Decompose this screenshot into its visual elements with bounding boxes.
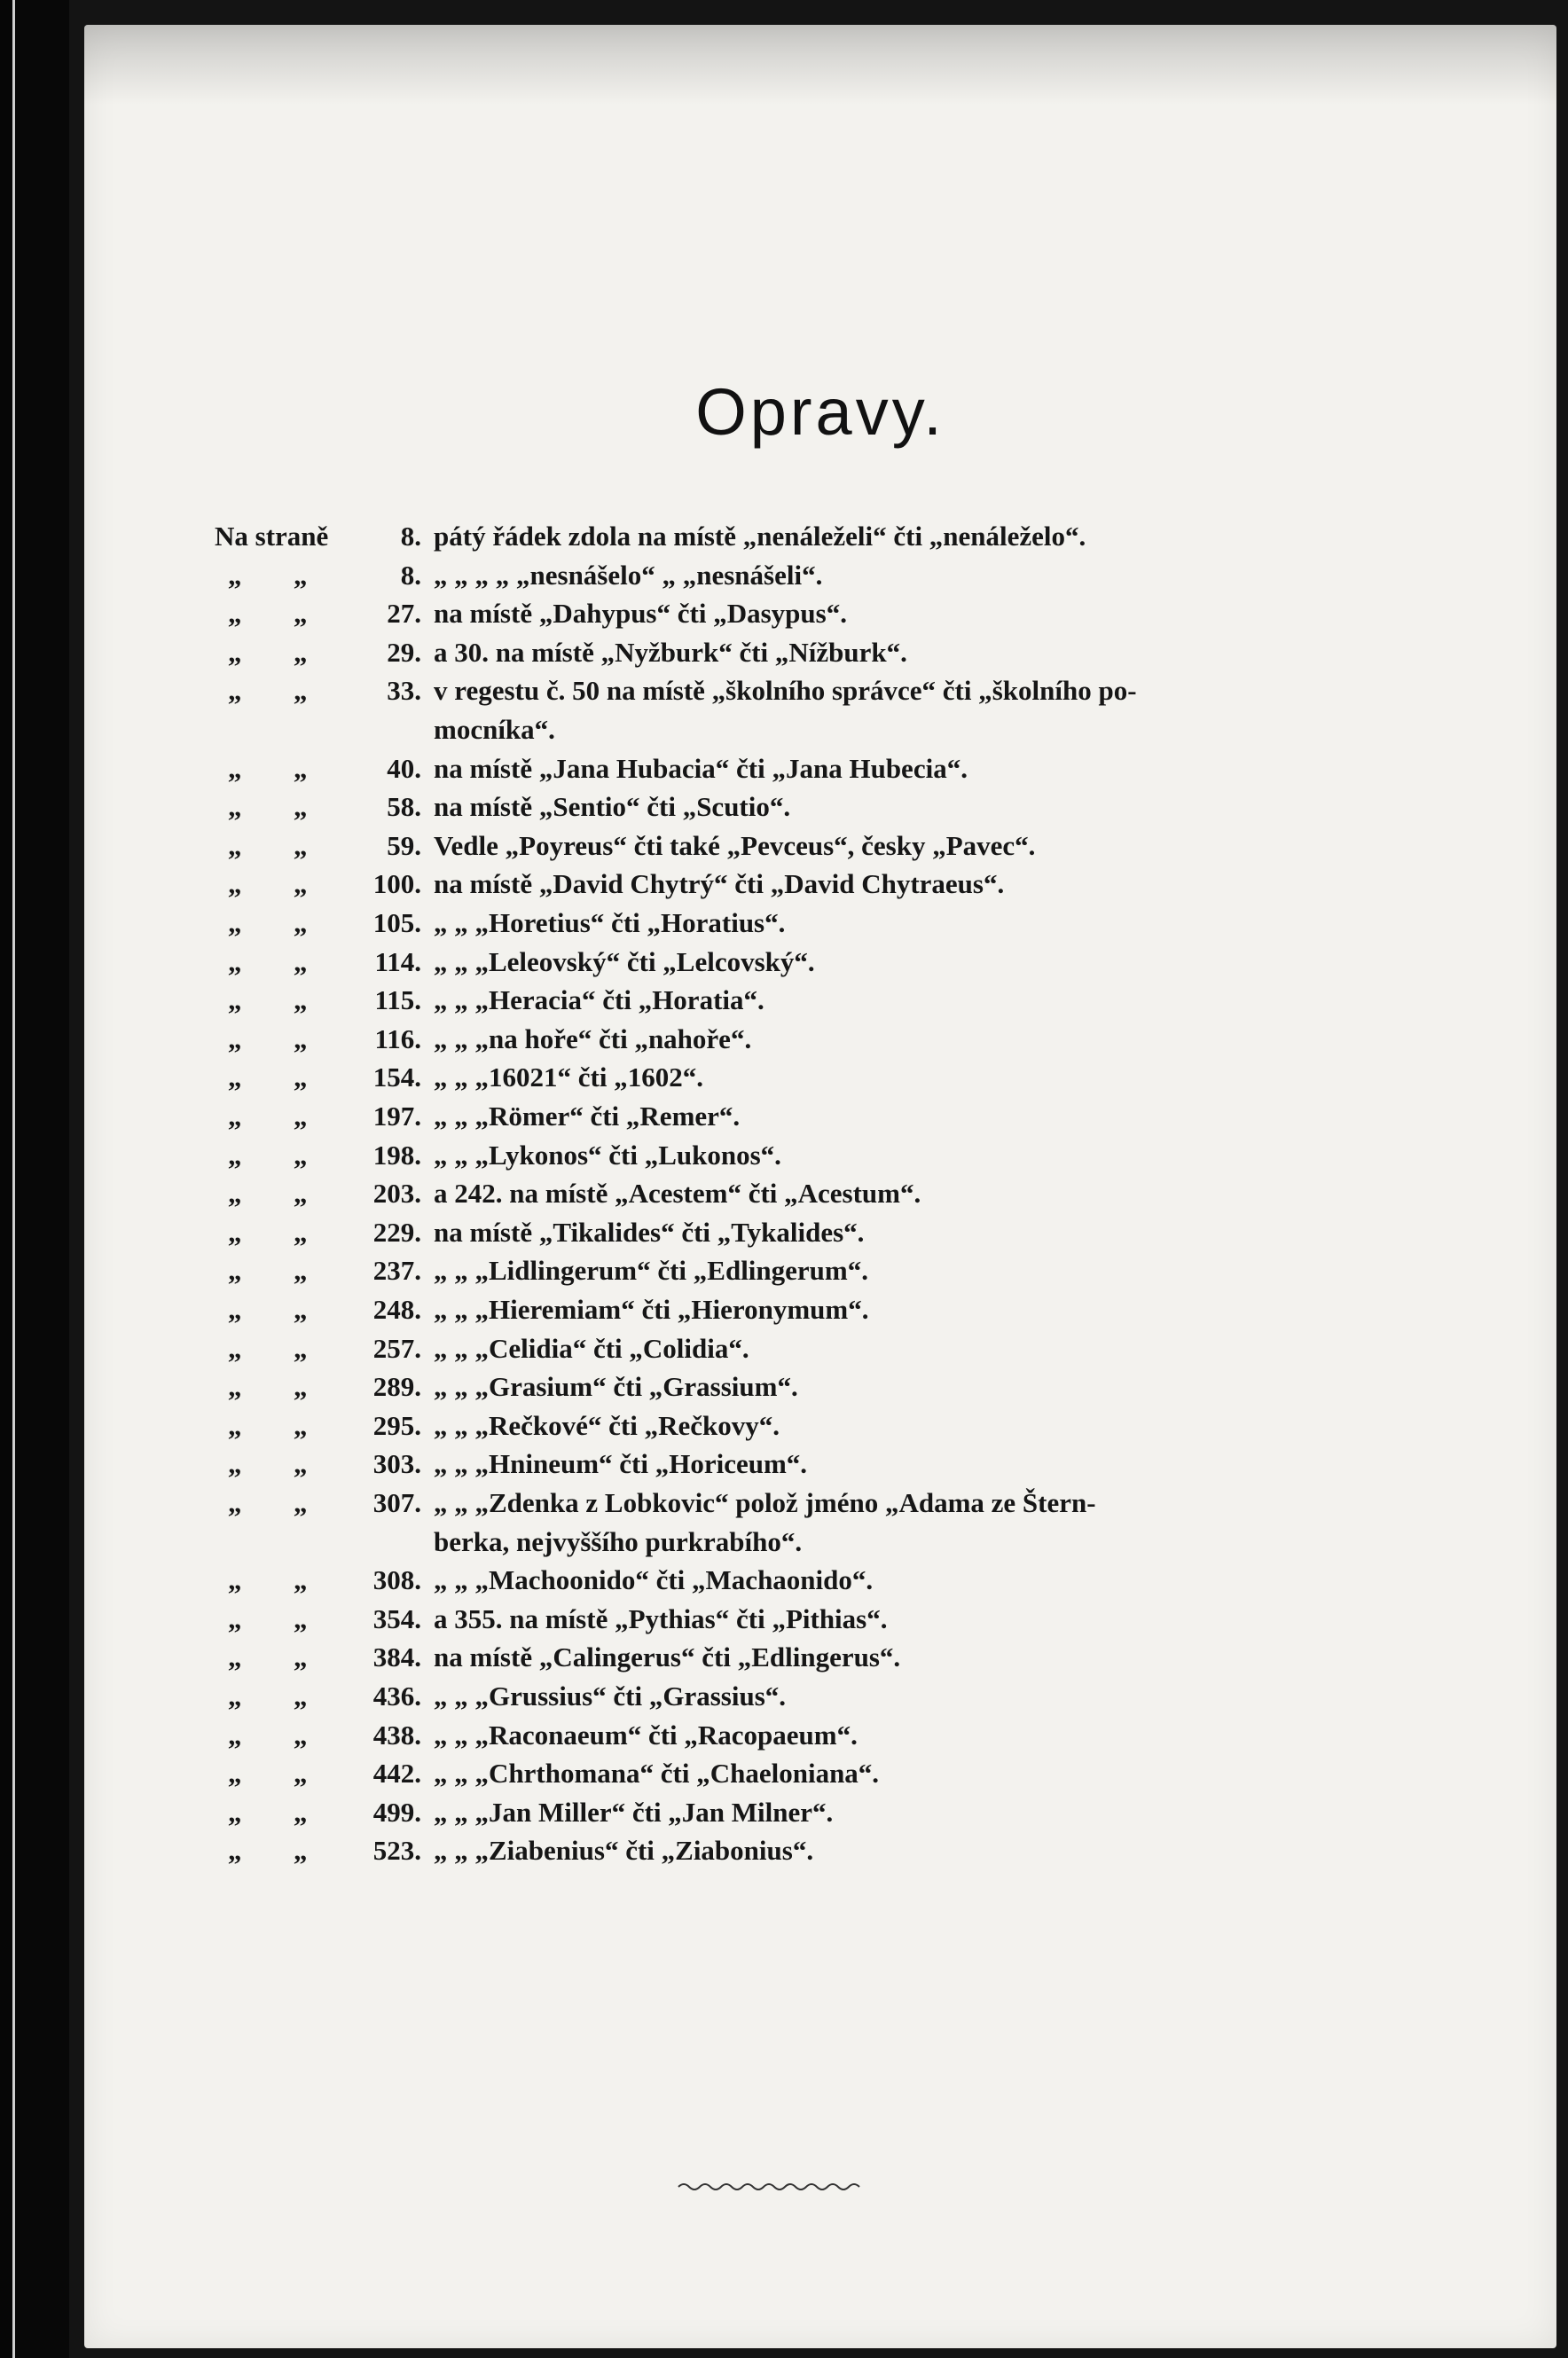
page-number: 289. <box>372 1371 421 1403</box>
ditto-mark: „ <box>294 1255 308 1287</box>
page-number: 436. <box>372 1680 421 1712</box>
correction-text: na místě „Calingerus“ čti „Edlingerus“. <box>434 1641 901 1673</box>
page-number: 27. <box>387 598 421 630</box>
ditto-mark: „ <box>294 1216 308 1248</box>
page-number: 29. <box>387 636 421 668</box>
errata-row <box>84 904 1556 942</box>
correction-text: na místě „David Chytrý“ čti „David Chytraeus“. <box>434 868 1005 900</box>
errata-row <box>84 556 1556 594</box>
correction-text: na místě „Tikalides“ čti „Tykalides“. <box>434 1216 865 1248</box>
ditto-mark: „ <box>228 559 242 591</box>
errata-row <box>84 1367 1556 1406</box>
ditto-mark: „ <box>228 1061 242 1093</box>
page-number: 523. <box>372 1835 421 1867</box>
ditto-mark: „ <box>228 945 242 977</box>
errata-row <box>84 1136 1556 1174</box>
errata-row <box>84 981 1556 1019</box>
ditto-mark: „ <box>294 791 308 823</box>
correction-text: „ „ „16021“ čti „1602“. <box>434 1061 703 1093</box>
ditto-mark: „ <box>294 1680 308 1712</box>
correction-text: a 30. na místě „Nyžburk“ čti „Nížburk“. <box>434 636 907 668</box>
page-number: 354. <box>372 1602 421 1634</box>
page-number: 8. <box>400 521 421 552</box>
errata-row <box>84 865 1556 903</box>
ditto-mark: „ <box>228 1680 242 1712</box>
correction-text: „ „ „Raconaeum“ čti „Racopaeum“. <box>434 1719 858 1751</box>
ditto-mark: „ <box>294 1796 308 1828</box>
page-number: 303. <box>372 1448 421 1480</box>
ditto-mark: „ <box>228 1332 242 1364</box>
page-number: 154. <box>372 1061 421 1093</box>
ditto-mark: „ <box>228 675 242 707</box>
correction-text: a 355. na místě „Pythias“ čti „Pithias“. <box>434 1602 888 1634</box>
ditto-mark: „ <box>294 1022 308 1054</box>
correction-text: na místě „Sentio“ čti „Scutio“. <box>434 791 791 823</box>
ditto-mark: „ <box>294 752 308 784</box>
correction-text: „ „ „Hnineum“ čti „Horiceum“. <box>434 1448 808 1480</box>
correction-text-continued: berka, nejvyššího purkrabího“. <box>434 1525 803 1557</box>
ditto-mark: „ <box>228 984 242 1016</box>
ditto-mark: „ <box>228 1487 242 1518</box>
errata-row <box>84 633 1556 671</box>
ditto-mark: „ <box>294 1602 308 1634</box>
page-number: 229. <box>372 1216 421 1248</box>
ditto-mark: „ <box>228 1641 242 1673</box>
ditto-mark: „ <box>228 1294 242 1325</box>
ditto-mark: „ <box>228 1758 242 1790</box>
ditto-mark: „ <box>228 1101 242 1132</box>
correction-text: „ „ „Hieremiam“ čti „Hieronymum“. <box>434 1294 869 1325</box>
ditto-mark: „ <box>228 1796 242 1828</box>
errata-row <box>84 1213 1556 1251</box>
page-number: 114. <box>374 945 421 977</box>
ditto-mark: „ <box>294 675 308 707</box>
errata-row <box>84 1716 1556 1754</box>
errata-row <box>84 1174 1556 1212</box>
ditto-mark: „ <box>228 1835 242 1867</box>
page-number: 115. <box>374 984 421 1016</box>
errata-row <box>84 1020 1556 1058</box>
ditto-mark: „ <box>294 1332 308 1364</box>
ditto-mark: „ <box>294 636 308 668</box>
page-number: 307. <box>372 1487 421 1518</box>
errata-row <box>84 1638 1556 1676</box>
correction-text: a 242. na místě „Acestem“ čti „Acestum“. <box>434 1178 921 1210</box>
correction-text: na místě „Dahypus“ čti „Dasypus“. <box>434 598 847 630</box>
ditto-mark: „ <box>228 1564 242 1596</box>
page-number: 59. <box>387 829 421 861</box>
errata-row <box>84 1677 1556 1715</box>
errata-row <box>84 1058 1556 1096</box>
correction-text: „ „ „Lidlingerum“ čti „Edlingerum“. <box>434 1255 868 1287</box>
ditto-mark: „ <box>294 1139 308 1171</box>
correction-text-continued: mocníka“. <box>434 714 555 745</box>
correction-text: „ „ „Chrthomana“ čti „Chaeloniana“. <box>434 1758 880 1790</box>
ditto-mark: „ <box>294 1448 308 1480</box>
ditto-mark: „ <box>294 1409 308 1441</box>
page-number: 116. <box>374 1022 421 1054</box>
ditto-mark: „ <box>228 1022 242 1054</box>
ditto-mark: „ <box>294 829 308 861</box>
errata-row <box>84 1445 1556 1483</box>
errata-row <box>84 517 1556 555</box>
correction-text: „ „ „Celidia“ čti „Colidia“. <box>434 1332 749 1364</box>
ditto-mark: „ <box>228 1409 242 1441</box>
page-number: 248. <box>372 1294 421 1325</box>
correction-text: „ „ „Leleovský“ čti „Lelcovský“. <box>434 945 815 977</box>
correction-text: „ „ „Heracia“ čti „Horatia“. <box>434 984 764 1016</box>
correction-text: „ „ „Jan Miller“ čti „Jan Milner“. <box>434 1796 834 1828</box>
ditto-mark: „ <box>228 1216 242 1248</box>
ditto-mark: „ <box>294 1294 308 1325</box>
correction-text: „ „ „Lykonos“ čti „Lukonos“. <box>434 1139 781 1171</box>
page-number: 33. <box>387 675 421 707</box>
page-number: 198. <box>372 1139 421 1171</box>
ditto-mark: „ <box>294 1178 308 1210</box>
ditto-mark: „ <box>294 868 308 900</box>
ditto-mark: „ <box>228 868 242 900</box>
ditto-mark: „ <box>294 1371 308 1403</box>
ditto-mark: „ <box>228 829 242 861</box>
ditto-mark: „ <box>294 1641 308 1673</box>
correction-text: „ „ „ „ „nesnášelo“ „ „nesnášeli“. <box>434 559 823 591</box>
ditto-mark: „ <box>228 1602 242 1634</box>
errata-row <box>84 1251 1556 1289</box>
scan-left-edge <box>0 0 69 2358</box>
page-number: 105. <box>372 907 421 938</box>
ditto-mark: „ <box>228 1448 242 1480</box>
ditto-mark: „ <box>294 1719 308 1751</box>
correction-text: Vedle „Poyreus“ čti také „Pevceus“, česky „Pavec“. <box>434 829 1036 861</box>
ditto-mark: „ <box>294 984 308 1016</box>
errata-row <box>84 1406 1556 1445</box>
errata-row <box>84 943 1556 981</box>
ditto-mark: „ <box>228 791 242 823</box>
ditto-mark: „ <box>294 1758 308 1790</box>
correction-text: v regestu č. 50 na místě „školního správce“ čti „školního po- <box>434 675 1137 707</box>
page-number: 438. <box>372 1719 421 1751</box>
page-number: 197. <box>372 1101 421 1132</box>
correction-text: „ „ „Grasium“ čti „Grassium“. <box>434 1371 798 1403</box>
ditto-mark: „ <box>228 598 242 630</box>
correction-text: „ „ „Horetius“ čti „Horatius“. <box>434 907 786 938</box>
correction-text: „ „ „Römer“ čti „Remer“. <box>434 1101 741 1132</box>
page-number: 295. <box>372 1409 421 1441</box>
correction-text: na místě „Jana Hubacia“ čti „Jana Hubecia“. <box>434 752 968 784</box>
page-label: Na straně <box>215 521 329 552</box>
correction-text: pátý řádek zdola na místě „nenáleželi“ čti „nenáleželo“. <box>434 521 1086 552</box>
ditto-mark: „ <box>294 1564 308 1596</box>
errata-row <box>84 1484 1556 1522</box>
errata-row <box>84 1561 1556 1599</box>
errata-row <box>84 1329 1556 1367</box>
correction-text: „ „ „Ziabenius“ čti „Ziabonius“. <box>434 1835 814 1867</box>
errata-row <box>84 1600 1556 1638</box>
correction-text: „ „ „na hoře“ čti „nahoře“. <box>434 1022 752 1054</box>
page-number: 8. <box>400 559 421 591</box>
ditto-mark: „ <box>228 1178 242 1210</box>
errata-row <box>84 1793 1556 1831</box>
ditto-mark: „ <box>294 1487 308 1518</box>
errata-row <box>84 826 1556 865</box>
page-number: 442. <box>372 1758 421 1790</box>
ditto-mark: „ <box>228 752 242 784</box>
page-number: 257. <box>372 1332 421 1364</box>
ditto-mark: „ <box>294 1101 308 1132</box>
ditto-mark: „ <box>228 636 242 668</box>
ditto-mark: „ <box>294 559 308 591</box>
ditto-mark: „ <box>228 1255 242 1287</box>
correction-text: „ „ „Grussius“ čti „Grassius“. <box>434 1680 787 1712</box>
errata-row <box>84 1754 1556 1792</box>
page-number: 58. <box>387 791 421 823</box>
ditto-mark: „ <box>294 1835 308 1867</box>
correction-text: „ „ „Machoonido“ čti „Machaonido“. <box>434 1564 874 1596</box>
page-number: 237. <box>372 1255 421 1287</box>
ditto-mark: „ <box>228 1139 242 1171</box>
page-number: 100. <box>372 868 421 900</box>
errata-row-continuation <box>84 1523 1556 1561</box>
page-number: 308. <box>372 1564 421 1596</box>
correction-text: „ „ „Zdenka z Lobkovic“ polož jméno „Adama ze Štern- <box>434 1487 1096 1518</box>
end-ornament <box>677 2178 863 2196</box>
page-title: Opravy. <box>695 375 945 449</box>
errata-row <box>84 749 1556 787</box>
page-number: 499. <box>372 1796 421 1828</box>
errata-row <box>84 1290 1556 1328</box>
page-number: 384. <box>372 1641 421 1673</box>
errata-row <box>84 1097 1556 1135</box>
errata-row <box>84 671 1556 709</box>
document-page <box>84 25 1556 2348</box>
errata-row <box>84 1831 1556 1869</box>
ditto-mark: „ <box>294 945 308 977</box>
page-number: 40. <box>387 752 421 784</box>
errata-row-continuation <box>84 710 1556 748</box>
correction-text: „ „ „Rečkové“ čti „Rečkovy“. <box>434 1409 780 1441</box>
page-number: 203. <box>372 1178 421 1210</box>
ditto-mark: „ <box>294 1061 308 1093</box>
errata-row <box>84 594 1556 632</box>
errata-row <box>84 787 1556 826</box>
ditto-mark: „ <box>294 907 308 938</box>
ditto-mark: „ <box>228 1371 242 1403</box>
ditto-mark: „ <box>294 598 308 630</box>
ditto-mark: „ <box>228 1719 242 1751</box>
ditto-mark: „ <box>228 907 242 938</box>
